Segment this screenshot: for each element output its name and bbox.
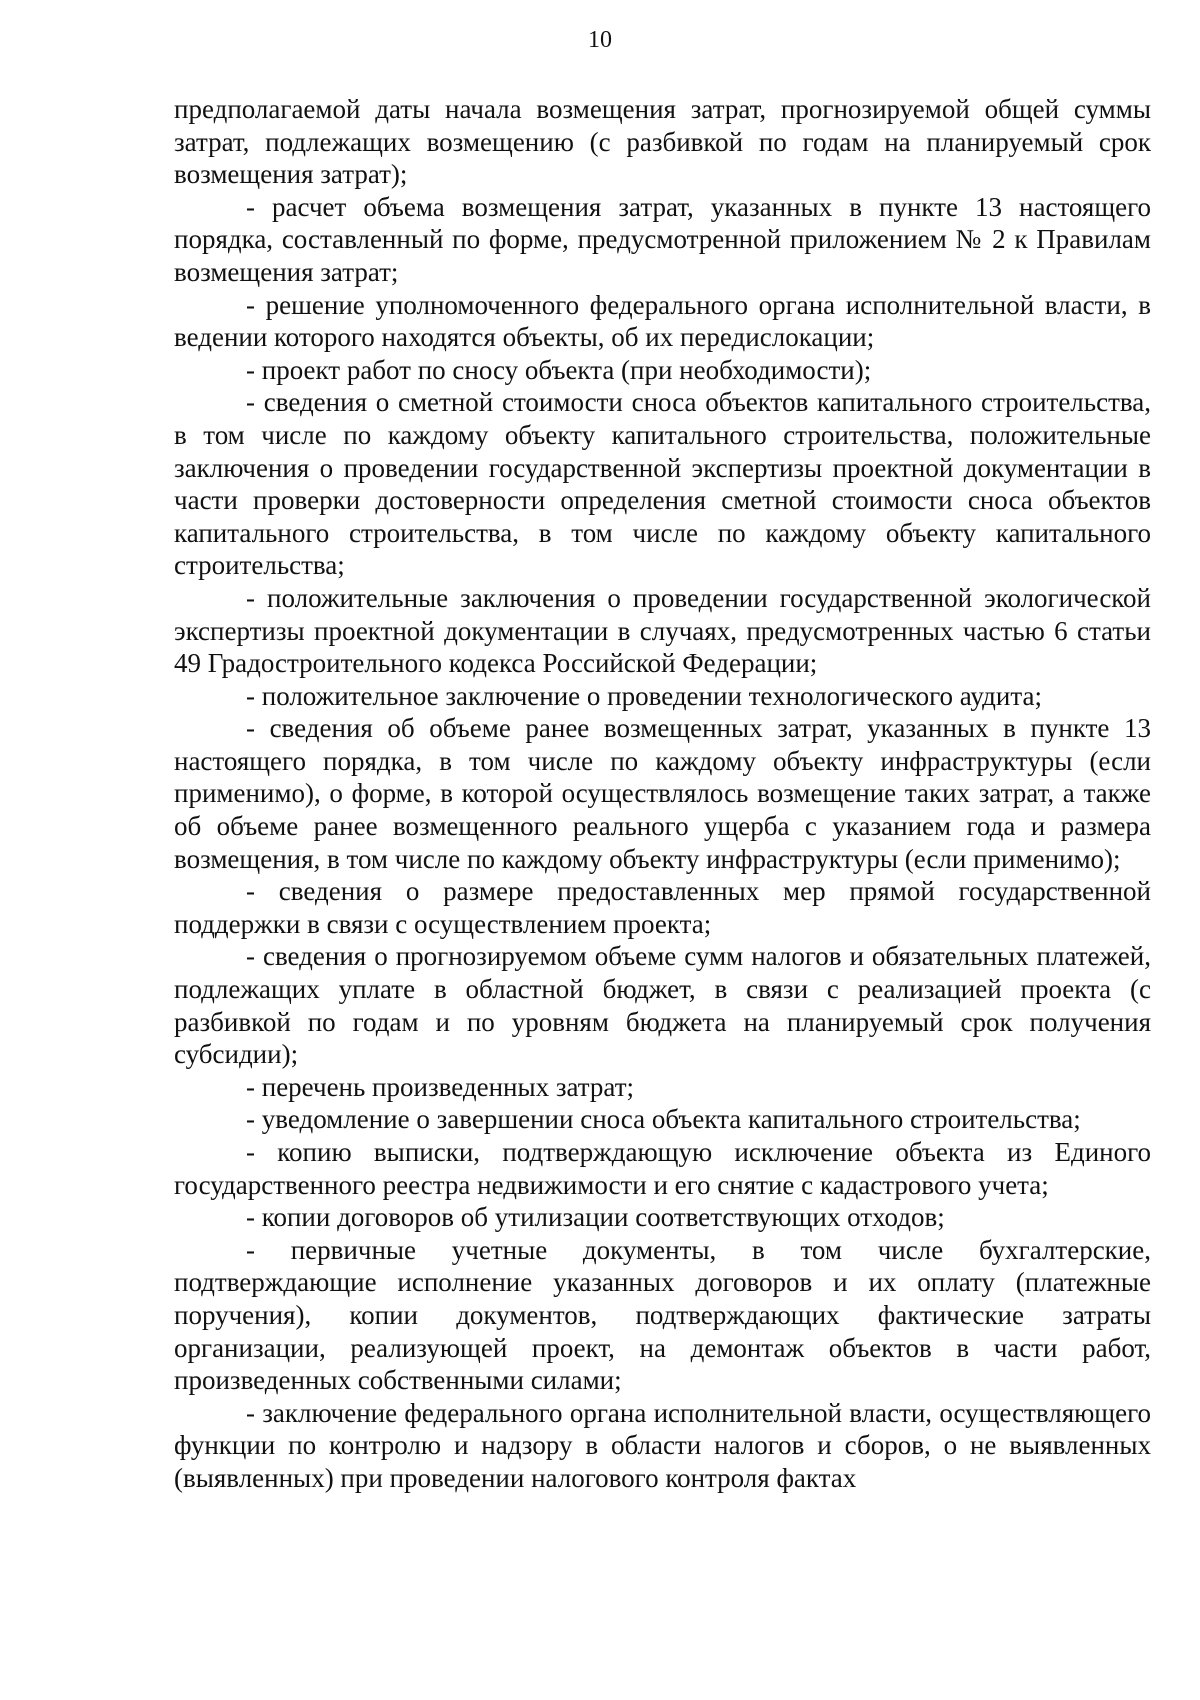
list-item-waste-contracts: - копии договоров об утилизации соответствующих отходов; (246, 1202, 945, 1233)
list-item-demolition-estimate: - сведения о сметной стоимости сноса объектов капитального строительства, в том числе по каждому объекту капитального строительства, положительные заключения о проведении государственной экспертизы проектной документации в части проверки достоверности определения сметной стоимости сноса объектов капитального строительства, в том числе по каждому объекту капитального строительства; (174, 387, 1151, 581)
document-body (174, 93, 1151, 1495)
list-item-demolition-project: - проект работ по сносу объекта (при необходимости); (246, 354, 872, 385)
list-item-cost-calculation: - расчет объема возмещения затрат, указанных в пункте 13 настоящего порядка, составленный по форме, предусмотренной приложением № 2 к Правилам возмещения затрат; (174, 191, 1151, 287)
list-item-previous-compensation: - сведения об объеме ранее возмещенных затрат, указанных в пункте 13 настоящего порядка, в том числе по каждому объекту инфраструктуры (если применимо), о форме, в которой осуществлялось возмещение таких затрат, а также об объеме ранее возмещенного реального ущерба с указанием года и размера возмещения, в том числе по каждому объекту инфраструктуры (если применимо); (174, 713, 1151, 874)
paragraph-continuation: предполагаемой даты начала возмещения затрат, прогнозируемой общей суммы затрат, подлежащих возмещению (с разбивкой по годам на планируемый срок возмещения затрат); (174, 94, 1151, 190)
list-item-demolition-notice: - уведомление о завершении сноса объекта капитального строительства; (246, 1104, 1081, 1135)
page-number: 10 (588, 27, 612, 53)
list-item-costs-list: - перечень произведенных затрат; (246, 1071, 635, 1102)
list-item-relocation-decision: - решение уполномоченного федерального органа исполнительной власти, в ведении которого находятся объекты, об их передислокации; (174, 289, 1151, 353)
list-item-primary-documents: - первичные учетные документы, в том числе бухгалтерские, подтверждающие исполнение указанных договоров и их оплату (платежные поручения), копии документов, подтверждающих фактические затраты организации, реализующей проект, на демонтаж объектов в части работ, произведенных собственными силами; (174, 1234, 1151, 1396)
list-item-technological-audit: - положительное заключение о проведении технологического аудита; (246, 680, 1042, 711)
list-item-tax-authority-conclusion: - заключение федерального органа исполнительной власти, осуществляющего функции по контролю и надзору в области налогов и сборов, о не выявленных (выявленных) при проведении налогового контроля фактах (174, 1397, 1151, 1493)
list-item-registry-extract: - копию выписки, подтверждающую исключение объекта из Единого государственного реестра недвижимости и его снятие с кадастрового учета; (174, 1137, 1151, 1200)
list-item-tax-forecast: - сведения о прогнозируемом объеме сумм налогов и обязательных платежей, подлежащих уплате в областной бюджет, в связи с реализацией проекта (с разбивкой по годам и по уровням бюджета на планируемый срок получения субсидии); (174, 941, 1151, 1070)
list-item-state-support: - сведения о размере предоставленных мер прямой государственной поддержки в связи с осуществлением проекта; (174, 876, 1151, 939)
list-item-ecological-expertise: - положительные заключения о проведении государственной экологической экспертизы проектной документации в случаях, предусмотренных частью 6 статьи 49 Градостроительного кодекса Российской Федерации; (174, 582, 1151, 679)
